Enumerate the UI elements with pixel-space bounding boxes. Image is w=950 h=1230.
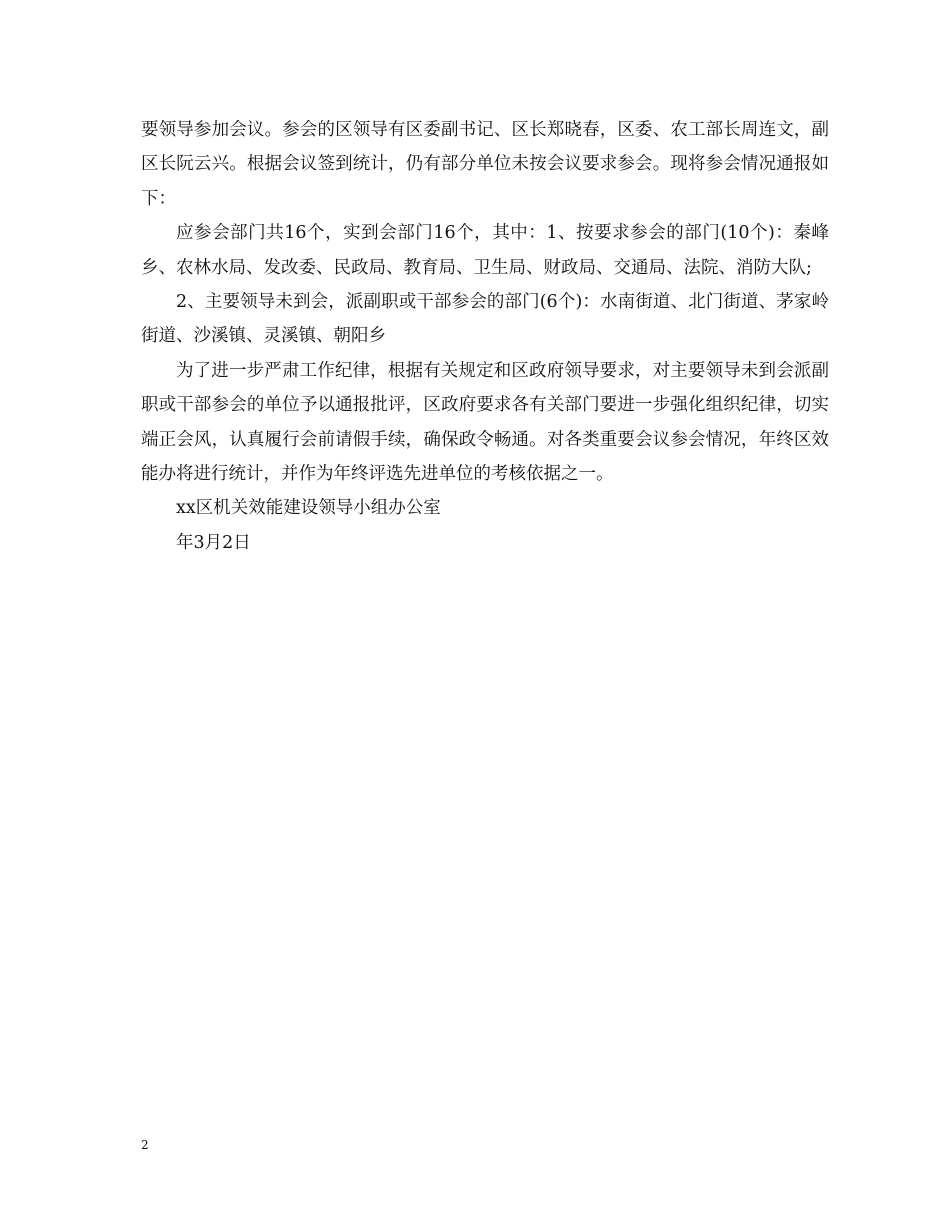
page-number: 2 <box>141 1138 149 1152</box>
document-body <box>141 113 829 560</box>
paragraph-department-count: 应参会部门共16个，实到会部门16个，其中：1、按要求参会的部门(10个)：秦峰乡、农林水局、发改委、民政局、教育局、卫生局、财政局、交通局、法院、消防大队; <box>141 223 829 278</box>
paragraph-discipline-notice: 为了进一步严肃工作纪律，根据有关规定和区政府领导要求，对主要领导未到会派副职或干部参会的单位予以通报批评，区政府要求各有关部门要进一步强化组织纪律，切实端正会风，认真履行会前请假手续，确保政令畅通。对各类重要会议参会情况，年终区效能办将进行统计，并作为年终评选先进单位的考核依据之一。 <box>141 360 829 485</box>
paragraph-attendees: 要领导参加会议。参会的区领导有区委副书记、区长郑晓春，区委、农工部长周连文，副区长阮云兴。根据会议签到统计，仍有部分单位未按会议要求参会。现将参会情况通报如下： <box>141 120 829 209</box>
issuing-office: xx区机关效能建设领导小组办公室 <box>176 498 441 519</box>
paragraph-deputy-attendance: 2、主要领导未到会，派副职或干部参会的部门(6个)：水南街道、北门街道、茅家岭街道、沙溪镇、灵溪镇、朝阳乡 <box>141 292 829 347</box>
issue-date: 年3月2日 <box>176 532 251 553</box>
